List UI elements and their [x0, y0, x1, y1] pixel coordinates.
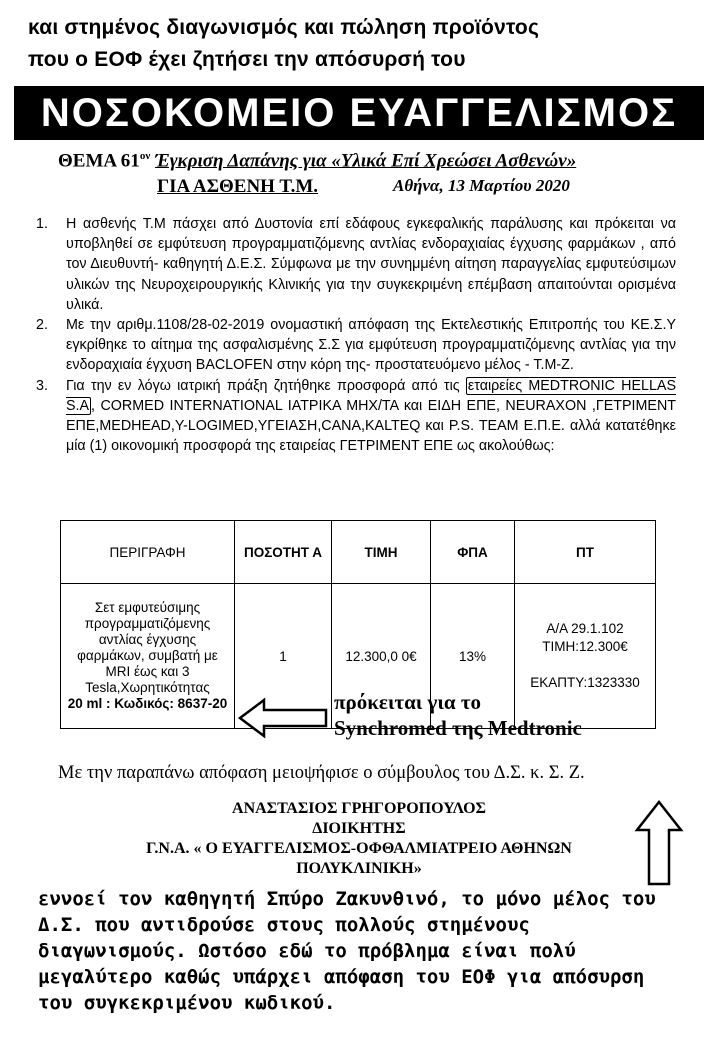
pt-line-2: ΤΙΜΗ:12.300€	[542, 639, 628, 654]
list-text	[66, 376, 676, 457]
cell-price: 12.300,0 0€	[332, 584, 431, 729]
list-text-a: Για την εν λόγω ιατρική πράξη ζητήθηκε προσφορά από τις	[66, 377, 466, 394]
signature-org-2: ΠΟΛΥΚΛΙΝΙΚΗ»	[296, 860, 422, 877]
banner-title: ΝΟΣΟΚΟΜΕΙΟ ΕΥΑΓΓΕΛΙΣΜΟΣ	[40, 90, 678, 135]
list-item	[36, 315, 676, 376]
patient-label: ΓΙΑ ΑΣΘΕΝΗ Τ.Μ.	[157, 176, 319, 197]
description-text: Σετ εμφυτεύσιμης προγραμματιζόμενης αντλίας έγχυσης φαρμάκων, συμβατή με MRI έως και 3 Tesla,Χωρητικότητας	[77, 600, 218, 695]
up-arrow-icon	[634, 800, 684, 886]
pt-line-3: ΕΚΑΠΤΥ:1323330	[530, 675, 640, 690]
list-text: Η ασθενής Τ.Μ πάσχει από Δυστονία επί εδάφους εγκεφαλικής παράλυσης και πρόκειται να υποβληθεί σε εμφύτευση προγραμματιζόμενης αντλίας ενδοραχιαίας έγχυσης φαρμάκων , από τον Διευθυντή- καθηγητή Δ.Ε.Σ. Σύμφωνα με την συνημμένη αίτηση παραγγελίας εμφυτεύσιμων υλικών της Νευροχειρουργικής Κλινικής για την συγκεκριμένη επέμβαση απαιτούνται ορισμένα υλικά.	[66, 216, 676, 313]
cell-quantity: 1	[235, 584, 332, 729]
subject-sup: ον	[139, 150, 151, 162]
list-number: 2.	[36, 317, 48, 334]
header-price: ΤΙΜΗ	[332, 521, 431, 584]
hospital-banner	[14, 86, 704, 140]
cell-description	[61, 584, 235, 729]
subject-text: Έγκριση Δαπάνης για «Υλικά Επί Χρεώσει Ασθενών»	[154, 150, 577, 172]
description-code: 20 ml : Κωδικός: 8637-20	[67, 696, 228, 711]
list-number: 3.	[36, 377, 48, 394]
list-item	[36, 376, 676, 457]
signature-org-1: Γ.Ν.Α. « Ο ΕΥΑΓΓΕΛΙΣΜΟΣ-ΟΦΘΑΛΜΙΑΤΡΕΙΟ ΑΘΗΝΩΝ	[146, 840, 572, 857]
highlighted-companies: εταιρείες MEDTRONIC HELLAS S.A	[66, 377, 676, 414]
headline-line-2: που ο ΕΟΦ έχει ζητήσει την απόσυρσή του	[28, 48, 466, 71]
headline-line-1: και στημένος διαγωνισμός και πώληση προϊόντος	[28, 16, 540, 39]
header-pt: ΠΤ	[515, 521, 656, 584]
date-line: Αθήνα, 13 Μαρτίου 2020	[393, 176, 570, 195]
header-description: ΠΕΡΙΓΡΑΦΗ	[61, 521, 235, 584]
header-quantity: ΠΟΣΟΤΗΤ Α	[235, 521, 332, 584]
list-number: 1.	[36, 216, 48, 232]
cell-pt	[515, 584, 656, 729]
annotation-line-1: πρόκειται για το	[334, 690, 482, 714]
patient-line	[157, 176, 318, 198]
header-vat: ΦΠΑ	[431, 521, 515, 584]
left-arrow-icon	[238, 696, 330, 740]
list-text: Με την αριθμ.1108/28-02-2019 ονομαστική απόφαση της Εκτελεστικής Επιτροπής του ΚΕ.Σ.Υ εγκρίθηκε το αίτημα της ασφαλισμένης Σ.Σ για εμφύτευση προγραμματιζόμενης αντλίας για την ενδοραχιαία έγχυση BACLOFEN στην κόρη της- προστατευόμενο μέλος - Τ.Μ-Ζ.	[66, 317, 676, 374]
table-header-row	[61, 521, 656, 584]
bottom-note: εννοεί τον καθηγητή Σπύρο Ζακυνθινό, το μόνο μέλος του Δ.Σ. που αντιδρούσε στους πολλούς στημένους διαγωνισμούς. Ωστόσο εδώ το πρόβλημα είναι πολύ μεγαλύτερο καθώς υπάρχει απόφαση του ΕΟΦ για απόσυρση του συγκεκριμένου κωδικού.	[38, 888, 656, 1014]
annotation-line-2: Synchromed της Medtronic	[334, 716, 582, 740]
signature-role: ΔΙΟΙΚΗΤΗΣ	[312, 820, 406, 837]
signature-name: ΑΝΑΣΤΑΣΙΟΣ ΓΡΗΓΟΡΟΠΟΥΛΟΣ	[232, 800, 486, 817]
subject-prefix: ΘΕΜΑ 61	[58, 150, 140, 172]
list-text-b: , CORMED INTERNATIONAL ΙΑΤΡΙΚΑ ΜΗΧ/ΤΑ και ΕΙΔΗ ΕΠΕ, NEURAXON ,ΓΕΤΡΙΜΕΝΤ ΕΠΕ,MEDHEAD,Y-LOGIMED,ΥΓΕΙΑΣΗ,CANA,KALTEQ και P.S. TEAM Ε.Π.Ε. αλλά κατατέθηκε μία (1) οικονομική προσφορά της εταιρείας ΓΕΤΡΙΜΕΝΤ ΕΠΕ ως ακολούθως:	[66, 397, 676, 455]
decision-text: Με την παραπάνω απόφαση μειοψήφισε ο σύμβουλος του Δ.Σ. κ. Σ. Ζ.	[58, 763, 585, 783]
list-item	[36, 214, 676, 315]
subject-line	[58, 150, 576, 172]
cell-vat: 13%	[431, 584, 515, 729]
numbered-list	[36, 214, 676, 456]
pt-line-1: Α/Α 29.1.102	[546, 621, 624, 636]
